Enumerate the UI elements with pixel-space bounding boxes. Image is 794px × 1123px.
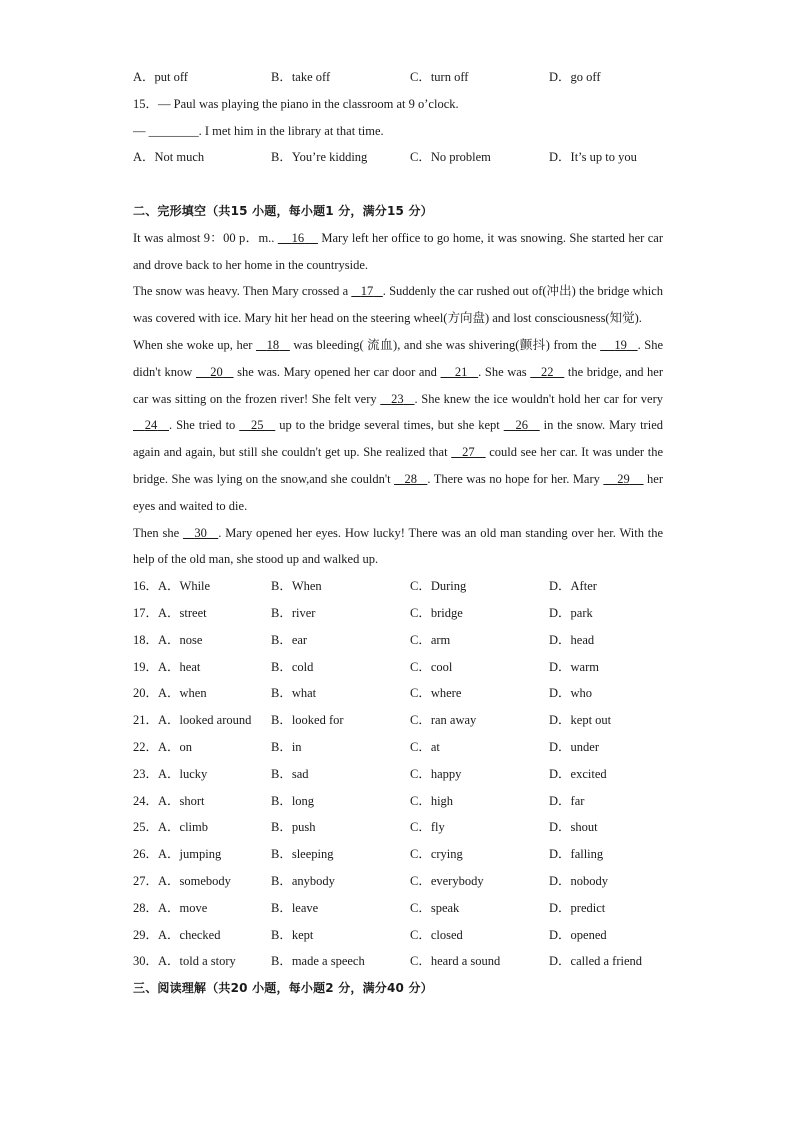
option-b[interactable]: B．sleeping	[271, 847, 334, 862]
options-row-19	[133, 654, 673, 681]
option-d[interactable]: D．park	[549, 605, 593, 620]
option-d[interactable]: D．head	[549, 632, 595, 647]
option-a[interactable]: 21．A．looked around	[133, 713, 252, 728]
blank-28[interactable]: 28	[404, 471, 417, 486]
option-a[interactable]: 19．A．heat	[133, 659, 201, 674]
option-a[interactable]: A．Not much	[133, 150, 205, 165]
option-b[interactable]: B．in	[271, 739, 302, 754]
blank-21[interactable]: 21	[454, 364, 468, 379]
option-b[interactable]: B．You’re kidding	[271, 150, 368, 165]
q15-options	[133, 144, 673, 171]
cloze-options	[133, 573, 673, 975]
option-a[interactable]: 23．A．lucky	[133, 766, 208, 781]
blank-22[interactable]: 22	[541, 364, 554, 379]
options-row-20	[133, 680, 673, 707]
blank-26[interactable]: 26	[515, 418, 528, 433]
option-c[interactable]: C．happy	[410, 766, 462, 781]
blank-17[interactable]: 17	[360, 284, 374, 299]
option-c[interactable]: C．ran away	[410, 713, 477, 728]
cloze-paragraph-1: It was almost 9：00 p．m.. 16 Mary left her office to go home, it was snowing. She started her car and drove back to her home in the countryside.	[133, 230, 664, 272]
option-b[interactable]: B．ear	[271, 632, 308, 647]
option-a[interactable]: 29．A．checked	[133, 927, 221, 942]
cloze-paragraph-3: When she woke up, her 18 was bleeding( 流血), and she was shivering(颤抖) from the 19 . She didn't know 20 she was. Mary opened her car door and 21 . She was 22 the bridge, and her car was sitting on the frozen river! She felt very 23 . She knew the ice wouldn't hold her car for very 24 . She tried to 25 up to the bridge several times, but she kept 26 in the snow. Mary tried again and again, but still she couldn't get up. She realized that 27 could see her car. It was under the bridge. She was lying on the snow,and she couldn't 28 . There was no hope for her. Mary 29 her eyes and waited to die.	[133, 337, 664, 513]
blank-29[interactable]: 29	[617, 471, 630, 486]
option-c[interactable]: C．crying	[410, 847, 463, 862]
option-a[interactable]: 22．A．on	[133, 739, 193, 754]
option-b[interactable]: B．long	[271, 793, 315, 808]
option-a[interactable]: 24．A．short	[133, 793, 205, 808]
options-row-21	[133, 707, 673, 734]
blank-30[interactable]: 30	[194, 525, 207, 540]
option-b[interactable]: B．When	[271, 579, 322, 594]
options-row-25	[133, 814, 673, 841]
option-c[interactable]: C．everybody	[410, 873, 484, 888]
option-d[interactable]: D．After	[549, 579, 597, 594]
option-d[interactable]: D．predict	[549, 900, 606, 915]
options-row-27	[133, 868, 673, 895]
blank-16[interactable]: 16	[291, 230, 305, 245]
options-row-26	[133, 841, 673, 868]
blank-25[interactable]: 25	[251, 418, 264, 433]
option-b[interactable]: B．sad	[271, 766, 309, 781]
option-b[interactable]: B．looked for	[271, 713, 344, 728]
option-a[interactable]: A．put off	[133, 70, 188, 84]
section-2-heading: 二、完形填空（共15 小题，每小题1 分，满分15 分）	[133, 203, 433, 218]
option-d[interactable]: D．who	[549, 686, 593, 701]
spacer	[133, 171, 673, 198]
cloze-paragraph-4: Then she 30 . Mary opened her eyes. How lucky! There was an old man standing over her. With the help of the old man, she stood up and walked up.	[133, 525, 664, 567]
option-d[interactable]: D．It’s up to you	[549, 150, 637, 165]
blank-23[interactable]: 23	[391, 391, 404, 406]
option-c[interactable]: C．No problem	[410, 150, 491, 165]
option-b[interactable]: B．made a speech	[271, 954, 365, 969]
option-c[interactable]: C．closed	[410, 927, 463, 942]
option-b[interactable]: B．push	[271, 820, 316, 835]
option-b[interactable]: B．cold	[271, 659, 314, 674]
option-c[interactable]: C．speak	[410, 900, 460, 915]
option-c[interactable]: C．turn off	[410, 70, 469, 84]
option-a[interactable]: 25．A．climb	[133, 820, 208, 835]
option-b[interactable]: B．anybody	[271, 873, 335, 888]
options-row-30	[133, 948, 673, 975]
q15-reply: — ________. I met him in the library at that time.	[133, 123, 384, 138]
options-row-29	[133, 922, 673, 949]
option-c[interactable]: C．where	[410, 686, 462, 701]
option-d[interactable]: D．under	[549, 739, 599, 754]
option-b[interactable]: B．kept	[271, 927, 314, 942]
option-a[interactable]: 18．A．nose	[133, 632, 203, 647]
options-row-28	[133, 895, 673, 922]
option-d[interactable]: D．far	[549, 793, 585, 808]
option-a[interactable]: 16．A．While	[133, 579, 211, 594]
option-b[interactable]: B．river	[271, 605, 316, 620]
option-b[interactable]: B．take off	[271, 70, 331, 84]
options-row-18	[133, 627, 673, 654]
options-row-23	[133, 761, 673, 788]
blank-19[interactable]: 19	[614, 337, 627, 352]
option-a[interactable]: 17．A．street	[133, 605, 207, 620]
blank-20[interactable]: 20	[210, 364, 223, 379]
option-b[interactable]: B．leave	[271, 900, 319, 915]
options-row-24	[133, 788, 673, 815]
option-d[interactable]: D．excited	[549, 766, 607, 781]
option-d[interactable]: D．falling	[549, 847, 604, 862]
option-c[interactable]: C．heard a sound	[410, 954, 501, 969]
option-c[interactable]: C．bridge	[410, 605, 463, 620]
option-a[interactable]: 20．A．when	[133, 686, 207, 701]
option-c[interactable]: C．at	[410, 739, 440, 754]
option-d[interactable]: D．kept out	[549, 713, 612, 728]
option-c[interactable]: C．cool	[410, 659, 453, 674]
options-row-16	[133, 573, 673, 600]
option-d[interactable]: D．nobody	[549, 873, 609, 888]
option-c[interactable]: C．fly	[410, 820, 445, 835]
cloze-paragraph-2: The snow was heavy. Then Mary crossed a 17 . Suddenly the car rushed out of(冲出) the bridge which was covered with ice. Mary hit her head on the steering wheel(方向盘) and lost consciousness(知觉).	[133, 284, 664, 326]
option-a[interactable]: 27．A．somebody	[133, 873, 231, 888]
option-a[interactable]: 26．A．jumping	[133, 847, 222, 862]
blank-27[interactable]: 27	[462, 445, 475, 460]
section-3-heading: 三、阅读理解（共20 小题，每小题2 分，满分40 分）	[133, 981, 433, 996]
exam-page	[133, 64, 673, 1002]
option-c[interactable]: C．During	[410, 579, 467, 594]
option-b[interactable]: B．what	[271, 686, 317, 701]
blank-24[interactable]: 24	[144, 418, 158, 433]
option-a[interactable]: 30．A．told a story	[133, 954, 236, 969]
q14-options	[133, 64, 673, 91]
options-row-17	[133, 600, 673, 627]
q15-question: 15．— Paul was playing the piano in the classroom at 9 o’clock.	[133, 96, 459, 111]
option-d[interactable]: D．warm	[549, 659, 599, 674]
option-d[interactable]: D．shout	[549, 820, 598, 835]
options-row-22	[133, 734, 673, 761]
option-d[interactable]: D．opened	[549, 927, 607, 942]
option-a[interactable]: 28．A．move	[133, 900, 208, 915]
option-d[interactable]: D．go off	[549, 70, 601, 84]
option-c[interactable]: C．arm	[410, 632, 451, 647]
option-c[interactable]: C．high	[410, 793, 454, 808]
blank-18[interactable]: 18	[266, 337, 280, 352]
option-d[interactable]: D．called a friend	[549, 954, 643, 969]
